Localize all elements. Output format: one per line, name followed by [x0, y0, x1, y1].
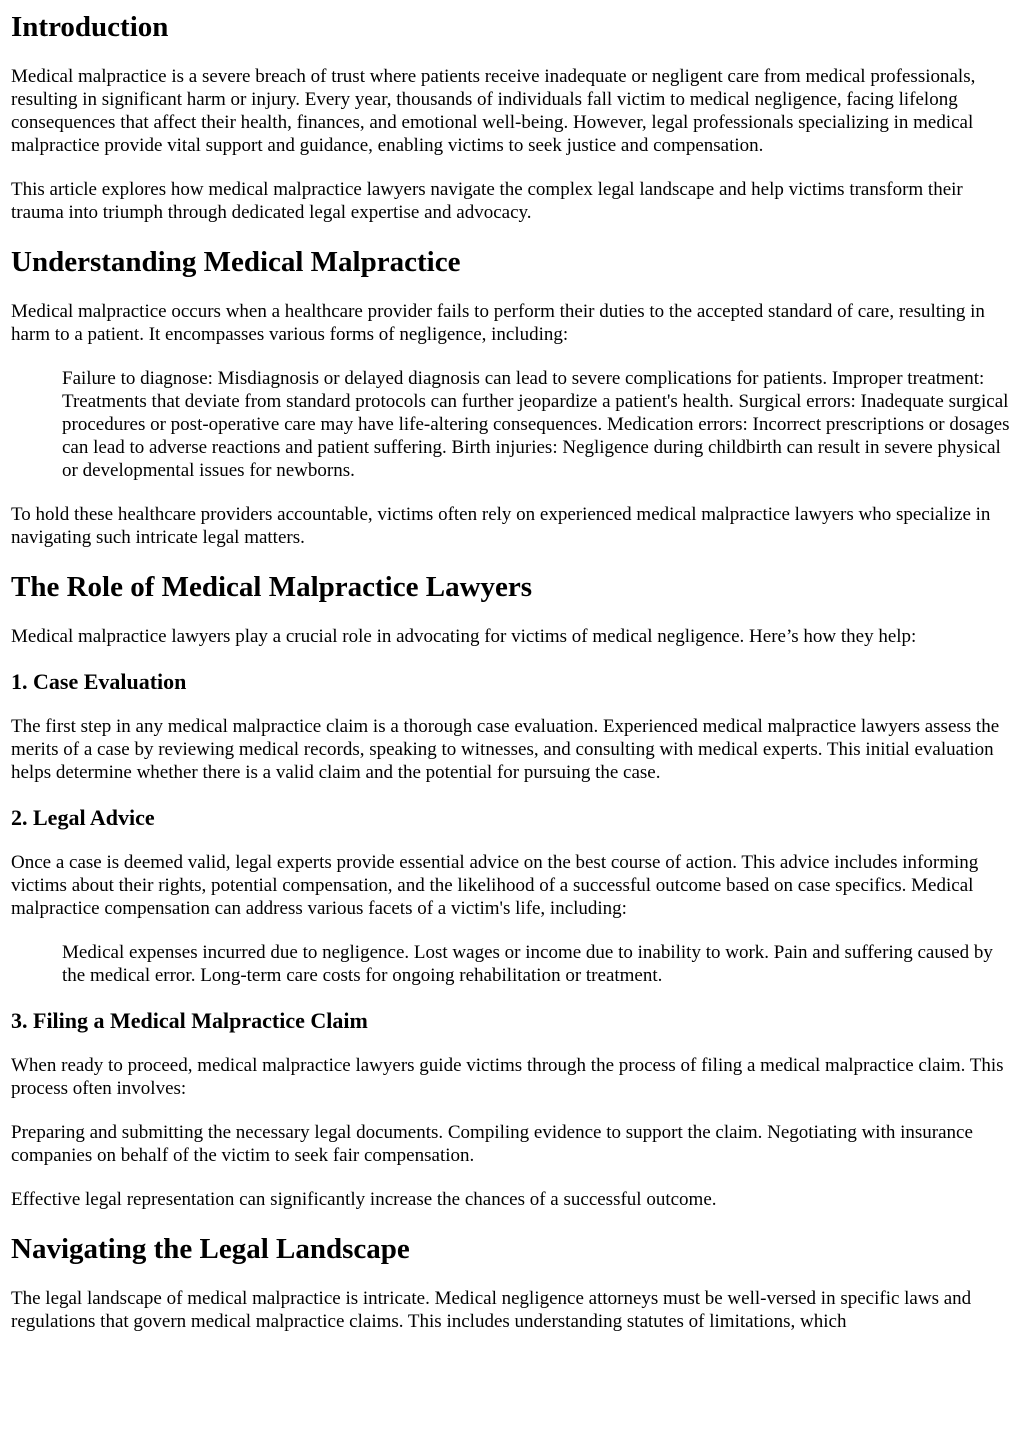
heading-introduction: Introduction [11, 11, 169, 43]
navigating-paragraph-1: The legal landscape of medical malpractice is intricate. Medical negligence attorneys must be well-versed in specific laws and regulations that govern medical malpractice claims. This includes understanding statutes of limitations, which [11, 1288, 972, 1332]
heading-case-evaluation: 1. Case Evaluation [11, 669, 187, 694]
negligence-forms-quote: Failure to diagnose: Misdiagnosis or delayed diagnosis can lead to severe complications for patients. Improper treatment: Treatments that deviate from standard protocols can further jeopardize a patient's health. Surgical errors: Inadequate surgical procedures or post-operative care may have life-altering consequences. Medication errors: Incorrect prescriptions or dosages can lead to adverse reactions and patient suffering. Birth injuries: Negligence during childbirth can result in severe physical or developmental issues for newborns. [62, 368, 1010, 481]
heading-understanding: Understanding Medical Malpractice [11, 246, 461, 278]
heading-filing-claim: 3. Filing a Medical Malpractice Claim [11, 1008, 368, 1033]
case-evaluation-paragraph: The first step in any medical malpractice claim is a thorough case evaluation. Experienced medical malpractice lawyers assess the merits of a case by reviewing medical records, speaking to witnesses, and consulting with medical experts. This initial evaluation helps determine whether there is a valid claim and the potential for pursuing the case. [11, 716, 1000, 783]
heading-role: The Role of Medical Malpractice Lawyers [11, 571, 533, 603]
compensation-quote: Medical expenses incurred due to negligence. Lost wages or income due to inability to work. Pain and suffering caused by the medical error. Long-term care costs for ongoing rehabilitation or treatment. [62, 942, 993, 986]
heading-legal-advice: 2. Legal Advice [11, 805, 155, 830]
heading-navigating: Navigating the Legal Landscape [11, 1233, 410, 1265]
understanding-paragraph-1: Medical malpractice occurs when a healthcare provider fails to perform their duties to the accepted standard of care, resulting in harm to a patient. It encompasses various forms of negligence, including: [11, 301, 985, 345]
article [0, 10, 1024, 1333]
filing-paragraph-2: Preparing and submitting the necessary legal documents. Compiling evidence to support the claim. Negotiating with insurance companies on behalf of the victim to seek fair compensation. [11, 1122, 973, 1166]
filing-paragraph-3: Effective legal representation can significantly increase the chances of a successful outcome. [11, 1189, 717, 1210]
intro-paragraph-2: This article explores how medical malpractice lawyers navigate the complex legal landscape and help victims transform their trauma into triumph through dedicated legal expertise and advocacy. [11, 179, 963, 223]
filing-paragraph-1: When ready to proceed, medical malpractice lawyers guide victims through the process of filing a medical malpractice claim. This process often involves: [11, 1055, 1004, 1099]
understanding-paragraph-2: To hold these healthcare providers accountable, victims often rely on experienced medical malpractice lawyers who specialize in navigating such intricate legal matters. [11, 504, 991, 548]
legal-advice-paragraph: Once a case is deemed valid, legal experts provide essential advice on the best course of action. This advice includes informing victims about their rights, potential compensation, and the likelihood of a successful outcome based on case specifics. Medical malpractice compensation can address various facets of a victim's life, including: [11, 852, 979, 919]
role-paragraph-1: Medical malpractice lawyers play a crucial role in advocating for victims of medical negligence. Here’s how they help: [11, 626, 917, 647]
intro-paragraph-1: Medical malpractice is a severe breach of trust where patients receive inadequate or negligent care from medical professionals, resulting in significant harm or injury. Every year, thousands of individuals fall victim to medical negligence, facing lifelong consequences that affect their health, finances, and emotional well-being. However, legal professionals specializing in medical malpractice provide vital support and guidance, enabling victims to seek justice and compensation. [11, 66, 976, 156]
